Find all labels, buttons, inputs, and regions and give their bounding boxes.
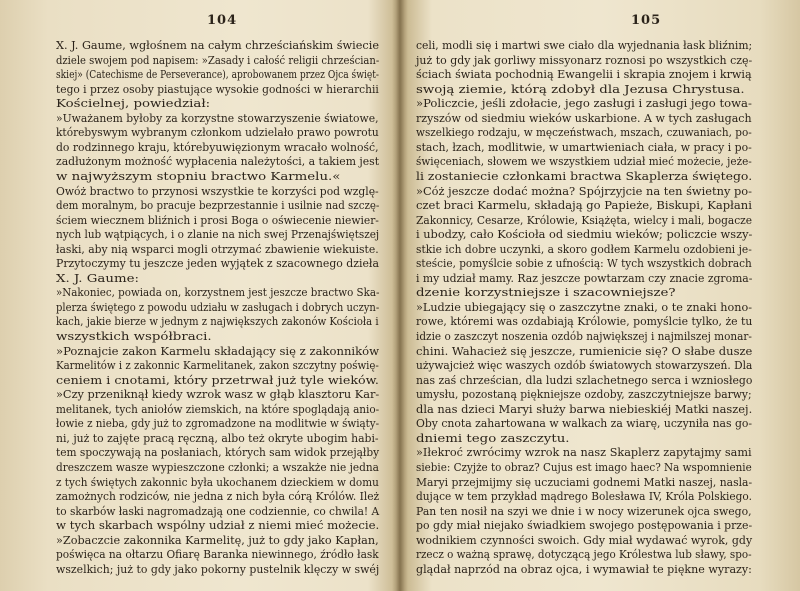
text-line: używajcież więc waszych ozdób światowych stowarzyszeń. Dla — [416, 358, 753, 373]
text-line: »Uważanem byłoby za korzystne stowarzyszenie światowe, — [56, 110, 379, 125]
text-line: już to gdy jak gorliwy missyonarz roznosi po wszystkich czę- — [416, 52, 753, 67]
text-line: tem spoczywają na posłaniach, których sam widok przejąłby — [56, 445, 380, 460]
text-line: zamożnych rodziców, nie jedna z nich była córą Królów. Ileż — [56, 489, 380, 504]
text-line: wszelkich; już to gdy jako pokorny pustelnik klęczy w swéj — [56, 561, 380, 576]
text-line: ściach świata pochodnią Ewangelii i skrapia znojem i krwią — [416, 67, 752, 82]
text-line: wszystkich współbraci. — [56, 329, 212, 343]
text-line: nas zaś chrześcian, dla ludzi szlachetnego serca i wzniosłego — [416, 372, 753, 387]
text-line: »Ludzie ubiegający się o zaszczytne znaki, o te znaki hono- — [416, 299, 753, 314]
text-line: stach, łzach, modlitwie, w umartwieniach ciała, w pracy i po- — [416, 139, 752, 154]
text-line: chini. Wahacież się jeszcze, rumienicie się? O słabe dusze — [416, 343, 753, 358]
text-line: z tych świętych zakonnic była ukochanem dzieckiem w domu — [56, 474, 379, 489]
text-line: po gdy miał niejako świadkiem swojego postępowania i prze- — [416, 518, 753, 533]
page-number: 104 — [207, 13, 238, 28]
text-line: tego i przez osoby piastujące wysokie godności w hierarchii — [56, 81, 379, 96]
text-line: »Cóż jeszcze dodać można? Spójrzyjcie na ten świetny po- — [416, 183, 753, 198]
text-line: idzie o zaszczyt noszenia ozdób największej i najmilszej monar- — [416, 329, 752, 343]
text-line: Pan ten nosił na szyi we dnie i w nocy wizerunek ojca swego, — [416, 503, 752, 518]
text-line: którebyswym wybranym członkom udzielało prawo powrotu — [56, 125, 379, 140]
text-line: »Nakoniec, powiada on, korzystnem jest jeszcze bractwo Ska- — [56, 285, 380, 300]
text-line: Oby cnota zahartowana w walkach za wiarę, uczyniła nas go- — [416, 416, 753, 431]
text-line: steście, pomyślcie sobie z ufnością: W tych wszystkich dobrach — [416, 256, 752, 271]
text-line: »Zobaczcie zakonnika Karmelitę, już to gdy jako Kapłan, — [56, 532, 379, 547]
text-line: stkie ich dobre uczynki, a skoro godłem Karmelu ozdobieni je- — [416, 241, 752, 256]
text-line: w tych skarbach wspólny udział z niemi mieć możecie. — [56, 518, 380, 533]
text-line: »Poznajcie zakon Karmelu składający się z zakonników — [56, 343, 380, 358]
text-line: dniemi tego zaszczytu. — [416, 430, 570, 445]
text-line: »Iłekroć zwrócimy wzrok na nasz Skaplerz zapytajmy sami — [416, 445, 752, 460]
text-line: łaski, aby nią wsparci mogli otrzymać zbawienie wiekuiste. — [56, 241, 379, 256]
text-line: dzenie korzystniejsze i szacowniejsze? — [416, 285, 676, 300]
text-line: Kościelnej, powiedział: — [56, 96, 211, 111]
right-page — [404, 0, 800, 591]
text-line: Zakonnicy, Cesarze, Królowie, Książęta, wielcy i mali, bogacze — [416, 212, 753, 227]
text-line: Przytoczymy tu jeszcze jeden wyjątek z szacownego dzieła — [56, 256, 379, 271]
text-line: rzecz o ważną sprawę, dotyczącą jego Królestwa lub sławy, spo- — [416, 547, 752, 562]
text-line: wodnikiem czynności swoich. Gdy miał wydawać wyrok, gdy — [416, 532, 753, 547]
text-line: Karmelitów i z zakonnic Karmelitanek, zakon szczytny poświę- — [56, 358, 379, 373]
text-line: umysłu, pozostaną piękniejsze ozdoby, zaszczytniejsze barwy; — [416, 387, 752, 402]
text-line: melitanek, tych aniołów ziemskich, na które spoglądają anio- — [56, 401, 380, 416]
text-line: czet braci Karmelu, składają go Papieże, Biskupi, Kapłani — [416, 198, 752, 213]
page-number: 105 — [631, 13, 662, 28]
text-line: do rodzinnego kraju, którebyuwięzionym wracało wolność, — [56, 139, 379, 154]
text-line: dujące w tem przykład mądrego Bolesława IV, Króla Polskiego. — [416, 489, 752, 504]
text-line: dla nas dzieci Maryi służy barwa niebieskiéj Matki naszej. — [416, 401, 753, 416]
text-line: skiej» (Catechisme de Perseverance), aprobowanem przez Ojca święt- — [56, 67, 379, 82]
text-line: i my udział mamy. Raz jeszcze powtarzam czy znacie zgroma- — [416, 270, 753, 285]
text-line: swoją ziemie, którą zdobył dla Jezusa Chrystusa. — [416, 81, 745, 96]
text-line: plerza świętego z powodu udziału w zasługach i dobrych uczyn- — [56, 299, 380, 314]
text-line: dziele swojem pod napisem: »Zasady i całość religii chrześcian- — [56, 52, 380, 67]
text-line: Owóż bractwo to przynosi wszystkie te korzyści pod wzglę- — [56, 183, 379, 198]
text-line: li zostaniecie członkami bractwa Skaplerza świętego. — [416, 168, 753, 183]
text-line: Maryi przejmijmy się uczuciami godnemi Matki naszej, nasla- — [416, 474, 753, 489]
text-line: X. J. Gaume: — [56, 270, 139, 285]
text-line: dem moralnym, bo pracuje bezprzestannie i usilnie nad szczę- — [56, 198, 380, 213]
text-line: dreszczem wasze wypieszczone członki; a wszakże nie jedna — [56, 459, 379, 474]
text-line: rowe, któremi was ozdabiają Królowie, pomyślcie tylko, że tu — [416, 314, 753, 329]
text-line: zadłużonym możność wypłacenia należytości, a takiem jest — [56, 154, 380, 169]
text-line: ceniem i cnotami, który przetrwał już tyle wieków. — [56, 372, 379, 387]
text-line: glądał naprzód na obraz ojca, i wymawiał te piękne wyrazy: — [416, 561, 752, 576]
text-line: ściem wiecznem bliźnich i prosi Boga o oświecenie niewier- — [56, 212, 379, 227]
text-line: w najwyższym stopniu bractwo Karmelu.« — [56, 168, 341, 183]
text-line: i ubodzy, cało Kościoła od siedmiu wieków; policzcie wszy- — [416, 227, 753, 242]
text-line: ni, już to zajęte pracą ręczną, albo też okryte ubogim habi- — [56, 430, 379, 445]
text-line: nych lub wątpiących, i o zlanie na nich swej Przenajświętszej — [56, 227, 380, 242]
text-line: celi, modli się i martwi swe ciało dla wyjednania łask bliźnim; — [416, 38, 753, 52]
text-line: »Policzcie, jeśli zdołacie, jego zasługi i zasługi jego towa- — [416, 96, 752, 111]
text-line: »Czy przeniknął kiedy wzrok wasz w głąb klasztoru Kar- — [56, 387, 380, 402]
text-line: łowie z nieba, gdy już to zgromadzone na modlitwie w świąty- — [56, 416, 380, 431]
text-line: X. J. Gaume, wgłośnem na całym chrześciańskim świecie — [56, 38, 379, 52]
text-line: to skarbów łaski nagromadzają one codziennie, co chwila! A — [56, 503, 380, 518]
text-line: rzyszów od siedmiu wieków uskarbione. A w tych zasługach — [416, 110, 752, 125]
text-line: wszelkiego rodzaju, w męczeństwach, mszach, czuwaniach, po- — [416, 125, 752, 140]
text-line: święceniach, słowem we wszystkiem udział mieć możecie, jeże- — [416, 154, 752, 169]
text-line: kach, jakie bierze w jednym z największych zakonów Kościoła i — [56, 314, 379, 329]
text-line: poświęca na ołtarzu Ofiarę Baranka niewinnego, źródło łask — [56, 547, 379, 562]
text-line: siebie: Czyjże to obraz? Cujus est imago haec? Na wspomnienie — [416, 459, 752, 474]
